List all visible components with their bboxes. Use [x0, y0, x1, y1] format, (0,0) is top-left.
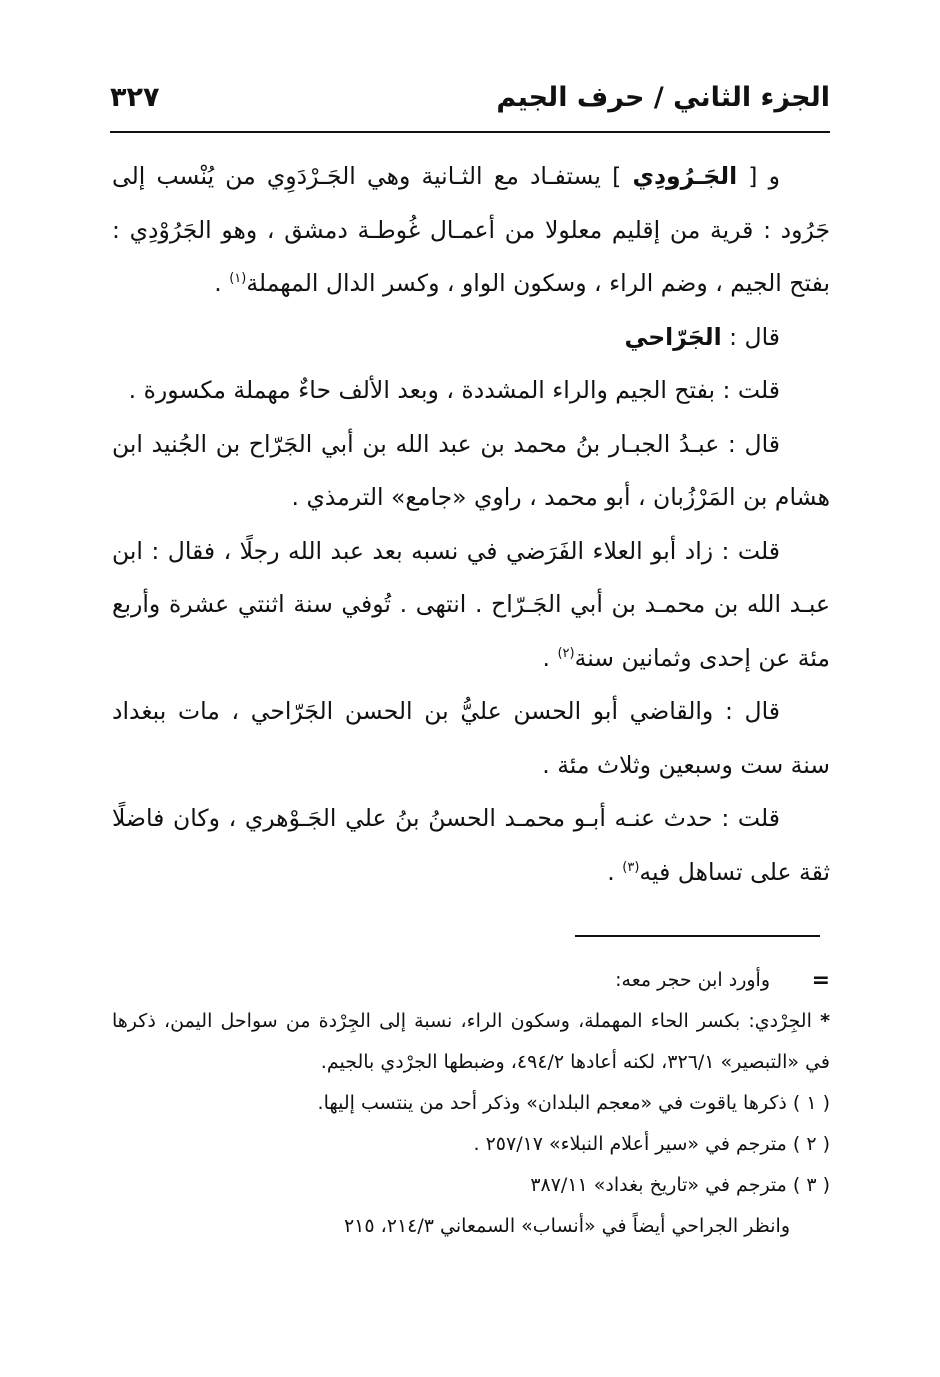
running-title: الجزء الثاني / حرف الجيم	[496, 82, 830, 113]
running-header	[110, 82, 830, 122]
paragraph-jarudi	[112, 150, 830, 311]
paragraph-text: قلت : زاد أبو العلاء الفَرَضي في نسبه بعد عبد الله رجلًا ، فقال : ابن عبـد الله بن محمـد بن أبي الجَـرّاح . انتهى . تُوفي سنة اثنتي عشرة وأربع مئة عن إحدى وثمانين سنة	[112, 536, 830, 672]
footnote-ref-3: (٣)	[622, 859, 640, 875]
paragraph-label: قال :	[729, 322, 780, 351]
continuation-body: الجِرْدي: بكسر الحاء المهملة، وسكون الراء، نسبة إلى الجِرْدة من سواحل اليمن، ذكرها في «التبصير» ٣٢٦/١، لكنه أعادها ٤٩٤/٢، وضبطها الجرْدي بالجيم.	[112, 1010, 830, 1073]
paragraph-end: .	[214, 269, 230, 297]
continuation-mark: =	[811, 968, 830, 993]
footnote-1: ( ١ ) ذكرها ياقوت في «معجم البلدان» وذكر أحد من ينتسب إليها.	[317, 1092, 830, 1114]
paragraph-end: .	[607, 857, 623, 886]
star-bullet: *	[820, 1010, 830, 1032]
footnote-continuation	[112, 960, 830, 1001]
paragraph-abd-al-jabbar: قال : عبـدُ الجبـار بنُ محمد بن عبد الله بن أبي الجَرّاح بن الجُنيد ابن هشام بن المَرْزُبان ، أبو محمد ، راوي «جامع» الترمذي .	[112, 429, 830, 511]
footnotes	[112, 960, 830, 1247]
footnote-rule	[575, 935, 820, 937]
paragraph-prefix: و [	[748, 162, 780, 190]
paragraph-end: .	[542, 643, 558, 672]
header-rule	[110, 131, 830, 133]
paragraph-text: ] يستفـاد مع الثـانية وهي الجَـرْدَوِي من يُنْسب إلى جَرُود : قرية من إقليم معلولا من أعمـال غُوطـة دمشق ، وهو الجَرُوْدِي : بفتح الجيم ، وضم الراء ، وسكون الواو ، وكسر الدال المهملة	[112, 162, 830, 297]
main-text	[112, 150, 830, 899]
footnote-ref-2: (٢)	[557, 645, 575, 661]
entry-heading: الجَرّاحي	[624, 322, 722, 351]
paragraph-jarrahi-note: قلت : بفتح الجيم والراء المشددة ، وبعد الألف حاءٌ مهملة مكسورة .	[128, 376, 780, 404]
paragraph-jarrahi-heading	[112, 311, 830, 365]
page-number: ٣٢٧	[110, 82, 160, 113]
footnote-3-continued: وانظر الجراحي أيضاً في «أنساب» السمعاني ٢١٤/٣، ٢١٥	[343, 1215, 790, 1237]
paragraph-faradi-addition	[112, 525, 830, 686]
entry-word: الجَـرُودِي	[632, 162, 738, 190]
continuation-intro: وأورد ابن حجر معه:	[615, 969, 770, 991]
continuation-text	[112, 1001, 830, 1083]
footnote-2: ( ٢ ) مترجم في «سير أعلام النبلاء» ٢٥٧/١٧ .	[473, 1133, 830, 1155]
footnote-3: ( ٣ ) مترجم في «تاريخ بغداد» ٣٨٧/١١	[530, 1174, 830, 1196]
paragraph-qadi-ali: قال : والقاضي أبو الحسن عليُّ بن الحسن الجَرّاحي ، مات ببغداد سنة ست وسبعين وثلاث مئة .	[112, 697, 830, 779]
footnote-ref-1: (١)	[229, 271, 247, 287]
paragraph-jawhari	[112, 792, 830, 899]
paragraph-text: قلت : حدث عنـه أبـو محمـد الحسنُ بنُ علي الجَـوْهري ، وكان فاضلًا ثقة على تساهل فيه	[112, 804, 830, 886]
